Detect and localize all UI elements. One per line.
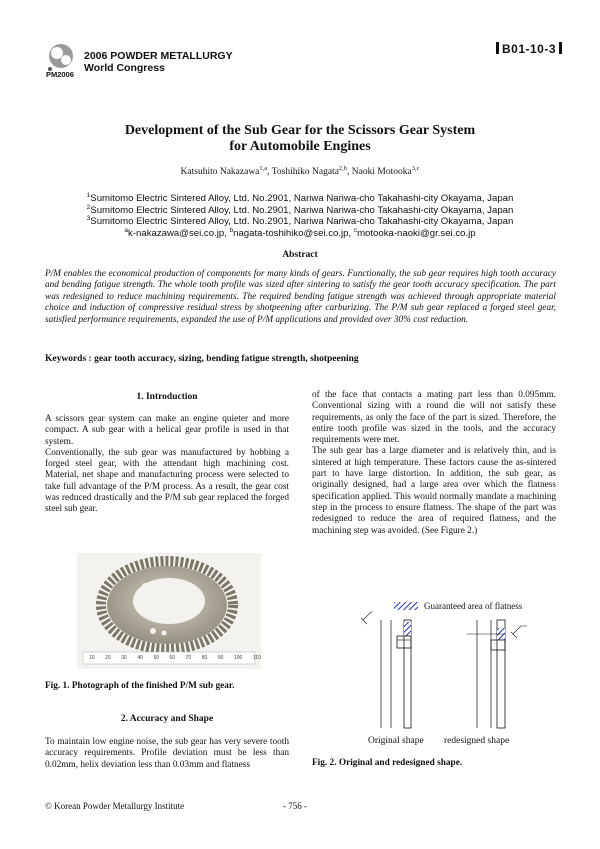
paragraph: The sub gear has a large diameter and is relatively thin, and is sintered at high temperature. These factors cause the as-sintered part to have large distortion. In addition, the sub gear, as originally designed, had a large area over which the flatness specification applied. This would normally mandate a machining step in the process to ensure flatness. The shape of the part was redesigned to reduce the area of required flatness, and the machining step was avoided. (See Figure 2.) xyxy=(312,446,556,536)
accuracy-text: To maintain low engine noise, the sub gear has very severe tooth accuracy requirements. Profile deviation must be less than 0.02mm, helix deviation less than 0.03mm and flatness xyxy=(45,737,289,770)
affiliations xyxy=(40,193,560,239)
affiliation-1: $^1$Sumitomo Electric Sintered Alloy, Ltd. No.2901, Nariwa Nariwa-cho Takahashi-city Okayama, Japan xyxy=(86,191,514,204)
section-heading-introduction: 1. Introduction xyxy=(136,392,198,402)
introduction-text xyxy=(45,414,289,516)
abstract-text: P/M enables the economical production of components for many kinds of gears. Functionally, the sub gear requires high tooth accuracy and bending fatigue strength. The whole tooth profile was sized after sintering to satisfy the gear tooth accuracy specification. The part was redesigned to reduce machining requirements. The required bending fatigue strength was achieved through appropriate material choice and induction of compressive residual stress by shotpeening after carburizing. The P/M sub gear replaced a forged steel gear, satisfied performance requirements, expanded the use of P/M applications and provided over 30% cost reduction. xyxy=(45,269,556,325)
keywords: Keywords : gear tooth accuracy, sizing, bending fatigue strength, shotpeening xyxy=(45,354,359,364)
gear-photo xyxy=(77,553,261,669)
figure-2-caption: Fig. 2. Original and redesigned shape. xyxy=(312,758,463,768)
abstract-heading: Abstract xyxy=(282,250,318,260)
affiliation-3: $^3$Sumitomo Electric Sintered Alloy, Ltd. No.2901, Nariwa Nariwa-cho Takahashi-city Okayama, Japan xyxy=(86,214,514,227)
redesigned-shape-label: redesigned shape xyxy=(444,736,510,746)
flatness-legend-label: Guaranteed area of flatness xyxy=(424,601,523,611)
paper-title: Development of the Sub Gear for the Scissors Gear System for Automobile Engines xyxy=(124,123,476,154)
conference-name: 2006 POWDER METALLURGY World Congress xyxy=(84,50,233,74)
gear-image xyxy=(77,553,261,669)
author-list: Katsuhito Nakazawa$^{1,a}$, Toshihiko Nagata$^{2,b}$, Naoki Motooka$^{3,c}$ xyxy=(180,164,420,177)
page-number: - 756 - xyxy=(283,801,307,811)
logo-year: PM2006 xyxy=(46,70,74,79)
ruler-scale: 10 20 30 40 50 60 70 80 90 100 110 xyxy=(89,655,261,661)
paragraph: Conventionally, the sub gear was manufactured by hobbing a forged steel gear, with the attendant high machining cost. Material, net shape and manufacturing process were selected to take full advantage of the P/M process. As a result, the gear cost was reduced drastically and the P/M sub gear replaced the forged steel sub gear. xyxy=(45,447,289,515)
right-column-text xyxy=(312,390,556,537)
figure-1-caption: Fig. 1. Photograph of the finished P/M sub gear. xyxy=(45,681,235,691)
footer-copyright: © Korean Powder Metallurgy Institute xyxy=(45,801,185,811)
original-shape-label: Original shape xyxy=(368,736,424,746)
section-heading-accuracy: 2. Accuracy and Shape xyxy=(120,714,214,724)
affiliation-2: $^2$Sumitomo Electric Sintered Alloy, Ltd. No.2901, Nariwa Nariwa-cho Takahashi-city Okayama, Japan xyxy=(86,203,514,216)
paper-code: B01-10-3 xyxy=(493,42,565,56)
paragraph: of the face that contacts a mating part less than 0.095mm. Conventional sizing with a round die will not satisfy these requirements, as only the face of the part is sized. Therefore, the entire tooth profile was sized in the tools, and the accuracy requirements were met. xyxy=(312,390,556,446)
paragraph: A scissors gear system can make an engine quieter and more compact. A sub gear with a helical gear profile is used in that system. xyxy=(45,414,289,447)
shape-diagram xyxy=(347,598,543,733)
author-emails: $^a$k-nakazawa@sei.co.jp, $^b$nagata-toshihiko@sei.co.jp, $^c$motooka-naoki@gr.sei.co.jp xyxy=(124,226,476,239)
